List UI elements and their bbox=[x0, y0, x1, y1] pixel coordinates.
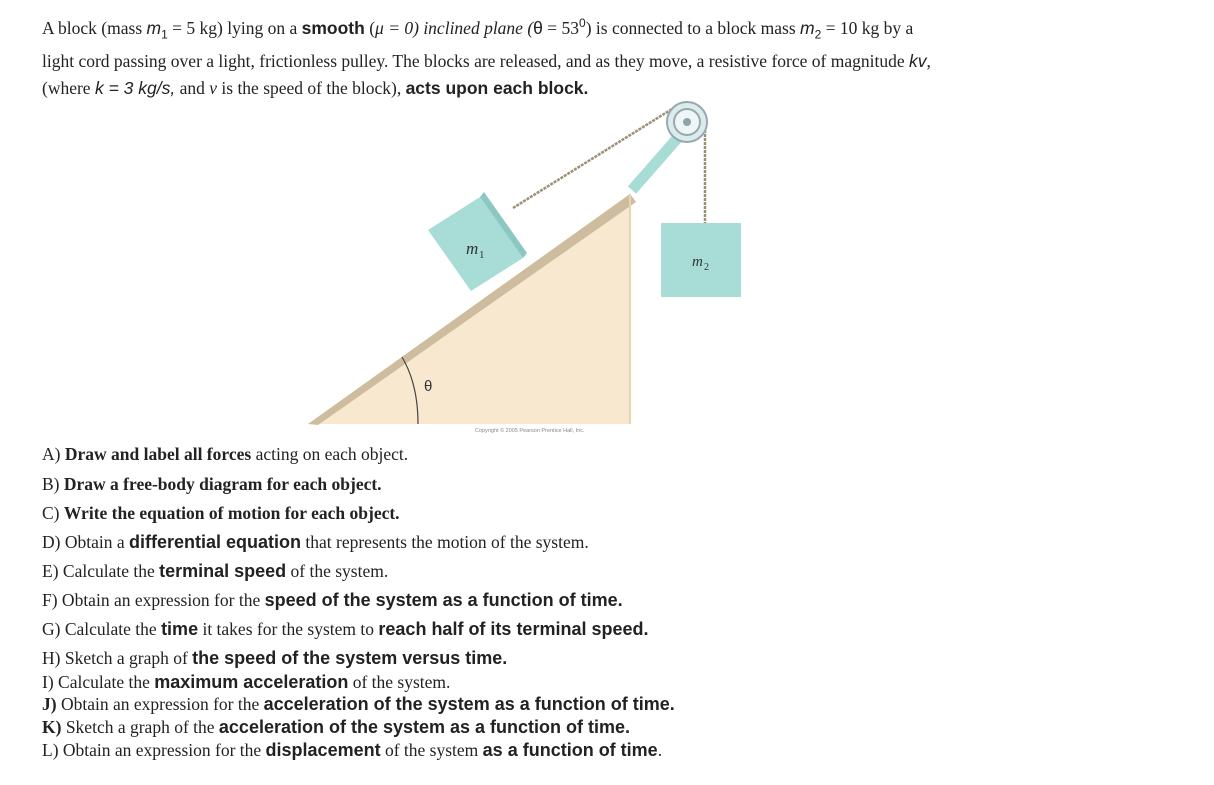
angle-label: θ bbox=[424, 378, 433, 395]
q-bold-sans: acceleration of the system as a function of time. bbox=[263, 694, 675, 714]
q-text: acting on each object. bbox=[251, 444, 409, 464]
q-bold-sans: maximum acceleration bbox=[154, 672, 349, 692]
degree-mark: 0 bbox=[579, 16, 586, 30]
question-b bbox=[42, 474, 382, 495]
q-text: D) Obtain a bbox=[42, 532, 129, 552]
q-text: A) bbox=[42, 444, 65, 464]
question-l bbox=[42, 740, 662, 761]
intro-text: (where bbox=[42, 78, 95, 99]
q-bold-serif: Draw a free-body diagram for each object. bbox=[63, 474, 382, 494]
question-d bbox=[42, 532, 589, 553]
q-bold-sans: acceleration of the system as a function of time. bbox=[218, 717, 631, 737]
intro-text: , bbox=[926, 51, 931, 72]
intro-text: = 0) inclined plane ( bbox=[383, 17, 534, 38]
m2-label-subscript: 2 bbox=[704, 262, 709, 273]
m1-label: m bbox=[466, 239, 479, 258]
q-text: . bbox=[657, 740, 663, 760]
intro-text: light cord passing over a light, frictionless pulley. The blocks are released, and as they move, a resistive force of magnitude bbox=[42, 51, 909, 72]
question-j bbox=[42, 694, 675, 715]
q-bold-sans: time bbox=[161, 619, 199, 639]
block-m1 bbox=[428, 192, 527, 291]
question-h bbox=[42, 648, 507, 669]
q-bold-sans: reach half of its terminal speed. bbox=[378, 619, 649, 639]
smooth-term: smooth bbox=[301, 17, 365, 38]
intro-text: = 5 kg) lying on a bbox=[167, 17, 302, 38]
intro-line-1 bbox=[42, 10, 1192, 48]
question-i bbox=[42, 672, 450, 693]
q-bold-sans: as a function of time bbox=[482, 740, 658, 760]
acts-phrase: acts upon each block. bbox=[405, 78, 589, 99]
question-a bbox=[42, 444, 408, 465]
q-bold-serif: J) bbox=[42, 694, 61, 714]
q-text: I) Calculate the bbox=[42, 672, 155, 692]
question-k bbox=[42, 717, 630, 738]
m2-label: m bbox=[692, 254, 703, 270]
question-c bbox=[42, 503, 400, 524]
q-text: it takes for the system to bbox=[198, 619, 379, 639]
q-text: L) Obtain an expression for the bbox=[42, 740, 266, 760]
incline-pulley-figure bbox=[300, 94, 760, 434]
intro-text: and bbox=[175, 78, 210, 99]
q-text: C) bbox=[42, 503, 64, 523]
intro-line-2 bbox=[42, 48, 1192, 75]
m2-subscript: 2 bbox=[814, 27, 822, 42]
block-m2 bbox=[661, 223, 741, 297]
q-text: F) Obtain an expression for the bbox=[42, 590, 265, 610]
q-text: Obtain an expression for the bbox=[60, 694, 264, 714]
q-text: E) Calculate the bbox=[42, 561, 160, 581]
q-bold-sans: speed of the system as a function of time. bbox=[264, 590, 623, 610]
q-text: of the system. bbox=[286, 561, 389, 581]
theta-symbol: θ bbox=[533, 17, 543, 38]
q-bold-serif: K) bbox=[42, 717, 66, 737]
figure-credit: Copyright © 2005 Pearson Prentice Hall, Inc. bbox=[475, 428, 585, 434]
q-bold-serif: Write the equation of motion for each object. bbox=[63, 503, 400, 523]
q-text: B) bbox=[42, 474, 64, 494]
m1-symbol: m bbox=[146, 17, 162, 38]
intro-text: = 53 bbox=[542, 17, 580, 38]
q-text: H) Sketch a graph of bbox=[42, 648, 193, 668]
question-e bbox=[42, 561, 388, 582]
q-text: Sketch a graph of the bbox=[65, 717, 219, 737]
q-text: of the system bbox=[380, 740, 483, 760]
kv-term: kv bbox=[908, 51, 927, 72]
question-f bbox=[42, 590, 623, 611]
v-symbol: v bbox=[209, 78, 218, 99]
m1-subscript: 1 bbox=[161, 27, 168, 42]
m1-label-subscript: 1 bbox=[479, 249, 485, 261]
intro-text: A block (mass bbox=[42, 17, 147, 38]
mu-symbol: μ bbox=[375, 17, 384, 38]
intro-text: = 10 kg by a bbox=[821, 17, 914, 38]
m2-symbol: m bbox=[800, 17, 815, 38]
q-text: of the system. bbox=[348, 672, 451, 692]
q-bold-sans: the speed of the system versus time. bbox=[192, 648, 508, 668]
question-g bbox=[42, 619, 649, 640]
intro-text: is the speed of the block), bbox=[217, 78, 406, 99]
q-text: that represents the motion of the system. bbox=[301, 532, 589, 552]
q-text: G) Calculate the bbox=[42, 619, 162, 639]
problem-statement bbox=[42, 10, 1192, 102]
q-bold-sans: differential equation bbox=[129, 532, 302, 552]
q-bold-sans: terminal speed bbox=[159, 561, 287, 581]
q-bold-serif: Draw and label all forces bbox=[64, 444, 252, 464]
intro-text: ( bbox=[364, 17, 376, 38]
intro-text: ) is connected to a block mass bbox=[585, 17, 801, 38]
k-value: k = 3 kg/s, bbox=[94, 78, 176, 99]
pulley bbox=[667, 102, 707, 142]
q-bold-sans: displacement bbox=[265, 740, 381, 760]
